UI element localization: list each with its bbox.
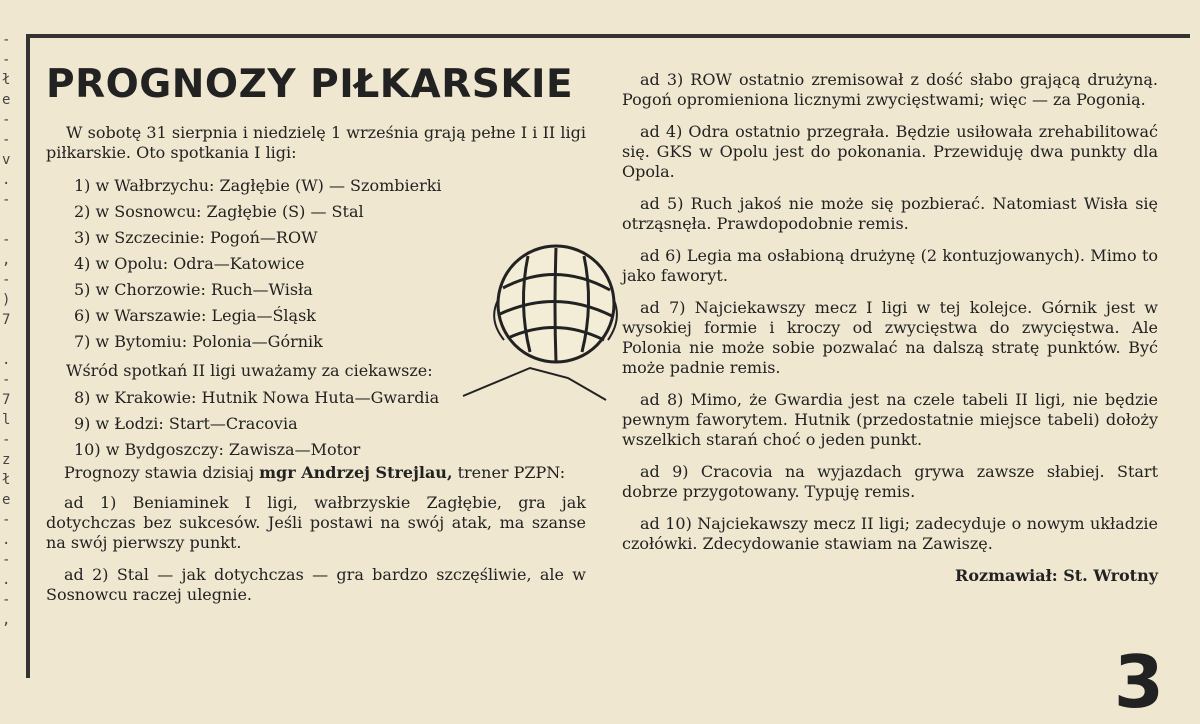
- author-name: mgr Andrzej Strejlau,: [259, 463, 453, 482]
- margin-mark: ,: [2, 612, 11, 628]
- margin-mark: [2, 210, 16, 230]
- prediction-note: ad 6) Legia ma osłabioną drużynę (2 kontuzjowanych). Mimo to jako faworyt.: [622, 246, 1158, 285]
- prediction-note: ad 8) Mimo, że Gwardia jest na czele tabeli II ligi, nie będzie pewnym faworytem. Hutnik (przedostatnie miejsce tabeli) dołoży wszelkich starań choć o jeden punkt.: [622, 390, 1158, 449]
- margin-mark: -: [2, 372, 11, 388]
- intro-paragraph: W sobotę 31 sierpnia i niedzielę 1 września grają pełne I i II ligi piłkarskie. Oto spotkania I ligi:: [46, 123, 586, 162]
- match-item: 10) w Bydgoszczy: Zawisza—Motor: [74, 440, 361, 459]
- margin-mark: e: [2, 492, 11, 508]
- article-title: PROGNOZY PIŁKARSKIE: [46, 62, 574, 107]
- margin-mark: .: [2, 532, 11, 548]
- byline-prefix: Prognozy stawia dzisiaj: [64, 463, 260, 482]
- league2-intro: Wśród spotkań II ligi uważamy za ciekawsze:: [66, 361, 433, 380]
- match-item: 3) w Szczecinie: Pogoń—ROW: [74, 228, 318, 247]
- margin-mark: -: [2, 52, 11, 68]
- margin-mark: -: [2, 232, 11, 248]
- match-item: 4) w Opolu: Odra—Katowice: [74, 254, 305, 273]
- margin-mark: 7: [2, 312, 11, 328]
- margin-mark: -: [2, 552, 11, 568]
- margin-mark: 7: [2, 392, 11, 408]
- margin-mark: -: [2, 192, 11, 208]
- article-column-right: [622, 70, 1158, 586]
- margin-mark: l: [2, 412, 11, 428]
- match-item: 1) w Wałbrzychu: Zagłębie (W) — Szombierki: [74, 176, 442, 195]
- margin-mark: -: [2, 132, 11, 148]
- margin-mark: ł: [2, 472, 11, 488]
- prediction-note: ad 5) Ruch jakoś nie może się pozbierać. Natomiast Wisła się otrząsnęła. Prawdopodobnie remis.: [622, 194, 1158, 233]
- match-item: 6) w Warszawie: Legia—Śląsk: [74, 306, 316, 325]
- margin-mark: .: [2, 572, 11, 588]
- margin-mark: -: [2, 272, 11, 288]
- margin-mark: ,: [2, 252, 11, 268]
- match-item: 8) w Krakowie: Hutnik Nowa Huta—Gwardia: [74, 388, 440, 407]
- prediction-note: ad 9) Cracovia na wyjazdach grywa zawsze słabiej. Start dobrze przygotowany. Typuję remis.: [622, 462, 1158, 501]
- margin-mark: [2, 330, 16, 350]
- byline: [46, 463, 586, 483]
- margin-mark: e: [2, 92, 11, 108]
- margin-mark: z: [2, 452, 11, 468]
- margin-mark: ): [2, 292, 11, 308]
- margin-mark: v: [2, 152, 11, 168]
- football-illustration-icon: [458, 240, 628, 408]
- byline-suffix: trener PZPN:: [452, 463, 566, 482]
- margin-mark: -: [2, 432, 11, 448]
- match-item: 7) w Bytomiu: Polonia—Górnik: [74, 332, 323, 351]
- article-column-left: [46, 62, 586, 617]
- prediction-note: ad 4) Odra ostatnio przegrała. Będzie usiłowała zrehabilitować się. GKS w Opolu jest do pokonania. Przewiduję dwa punkty dla Opola.: [622, 122, 1158, 181]
- left-margin-marks: [2, 30, 16, 630]
- match-item: 9) w Łodzi: Start—Cracovia: [74, 414, 298, 433]
- margin-mark: .: [2, 172, 11, 188]
- prediction-note: ad 2) Stal — jak dotychczas — gra bardzo szczęśliwie, ale w Sosnowcu raczej ulegnie.: [46, 565, 586, 604]
- match-item: 5) w Chorzowie: Ruch—Wisła: [74, 280, 313, 299]
- margin-mark: .: [2, 352, 11, 368]
- margin-mark: -: [2, 32, 11, 48]
- margin-mark: ł: [2, 72, 11, 88]
- prediction-note: ad 7) Najciekawszy mecz I ligi w tej kolejce. Górnik jest w wysokiej formie i kroczy od zwycięstwa do zwycięstwa. Ale Polonia nie może sobie pozwalać na dalszą stratę punktów. Być może padnie remis.: [622, 298, 1158, 377]
- prediction-note: ad 1) Beniaminek I ligi, wałbrzyskie Zagłębie, gra jak dotychczas bez sukcesów. Jeśli postawi na swój atak, ma szanse na swój pierwszy punkt.: [46, 493, 586, 552]
- margin-mark: -: [2, 112, 11, 128]
- margin-mark: -: [2, 512, 11, 528]
- match-item: 2) w Sosnowcu: Zagłębie (S) — Stal: [74, 202, 364, 221]
- prediction-note: ad 10) Najciekawszy mecz II ligi; zadecyduje o nowym układzie czołówki. Zdecydowanie stawiam na Zawiszę.: [622, 514, 1158, 553]
- page-number: 3: [1113, 640, 1164, 724]
- signature: Rozmawiał: St. Wrotny: [955, 566, 1158, 585]
- prediction-note: ad 3) ROW ostatnio zremisował z dość słabo grającą drużyną. Pogoń opromieniona licznymi zwycięstwami; więc — za Pogonią.: [622, 70, 1158, 109]
- margin-mark: -: [2, 592, 11, 608]
